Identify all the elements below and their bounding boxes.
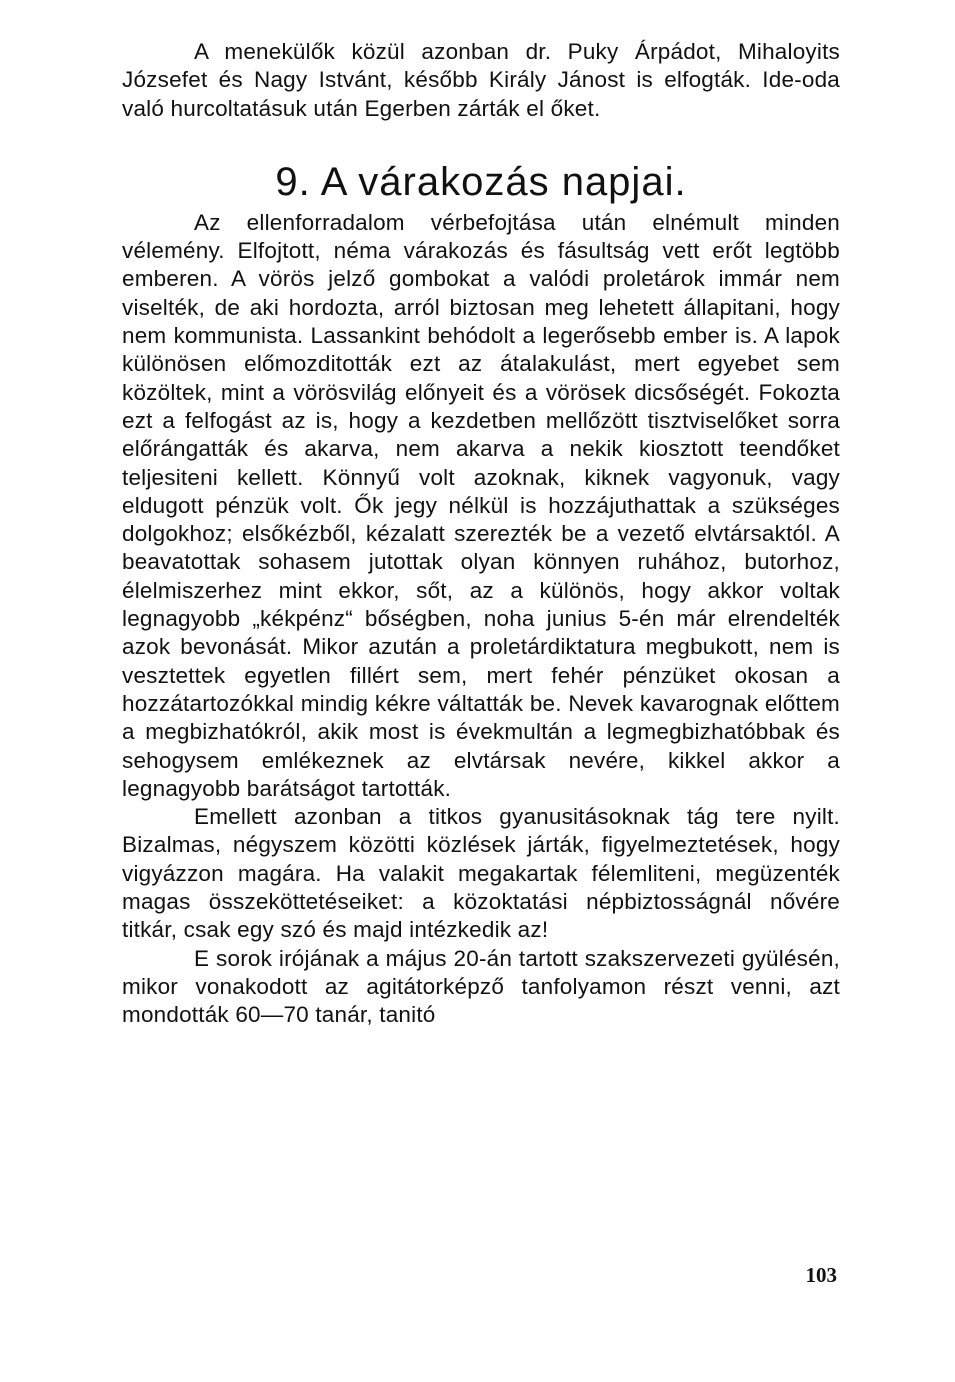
paragraph-2: Emellett azonban a titkos gyanusitásoknak tág tere nyilt. Bizalmas, négyszem közötti közlések járták, figyelmeztetések, hogy vigyázzon magára. Ha valakit megakartak félemliteni, megüzenték magas összeköttetéseiket: a közoktatási népbiztosságnál nővére titkár, csak egy szó és majd intézkedik az! [122,804,840,943]
section-heading: 9. A várakozás napjai. [275,159,687,204]
paragraph-intro: A menekülők közül azonban dr. Puky Árpádot, Mihaloyits Józsefet és Nagy Istvánt, később Király Jánost is elfogták. Ide-oda való hurcoltatásuk után Egerben zárták el őket. [122,39,840,121]
paragraph-1: Az ellenforradalom vérbefojtása után elnémult minden vélemény. Elfojtott, néma várakozás és fásultság vett erőt legtöbb emberen. A vörös jelző gombokat a valódi proletárok immár nem viselték, de aki hordozta, arról biztosan meg lehetett állapitani, hogy nem kommunista. Lassankint behódolt a legerősebb ember is. A lapok különösen előmozditották ezt az átalakulást, mert egyebet sem közöltek, mint a vörösvilág előnyeit és a vörösek dicsőségét. Fokozta ezt a felfogást az is, hogy a kezdetben mellőzött tisztviselőket sorra előrángatták és akarva, nem akarva a nekik kiosztott teendőket teljesiteni kellett. Könnyű volt azoknak, kiknek vagyonuk, vagy eldugott pénzük volt. Ők jegy nélkül is hozzájuthattak a szükséges dolgokhoz; elsőkézből, kézalatt szerezték be a vezető elvtársaktól. A beavatottak sohasem jutottak olyan könnyen ruhához, butorhoz, élelmiszerhez mint ekkor, sőt, az a különös, hogy akkor voltak legnagyobb „kékpénz“ bőségben, noha junius 5-én már elrendelték azok bevonását. Mikor azután a proletárdiktatura megbukott, nem is vesztettek egyetlen fillért sem, mert fehér pénzüket okosan a hozzátartozókkal mindig kékre váltatták be. Nevek kavarognak előttem a megbizhatókról, akik most is évekmultán a legmegbizhatóbbak és sehogysem emlékeznek az elvtársak nevére, kikkel akkor a legnagyobb barátságot tartották. [122,209,840,801]
page-number: 103 [805,1263,837,1287]
paragraph-3: E sorok irójának a május 20-án tartott szakszervezeti gyülésén, mikor vonakodott az agitátorképző tanfolyamon részt venni, azt mondották 60—70 tanár, tanitó [122,945,840,1028]
page-body [122,38,840,1030]
